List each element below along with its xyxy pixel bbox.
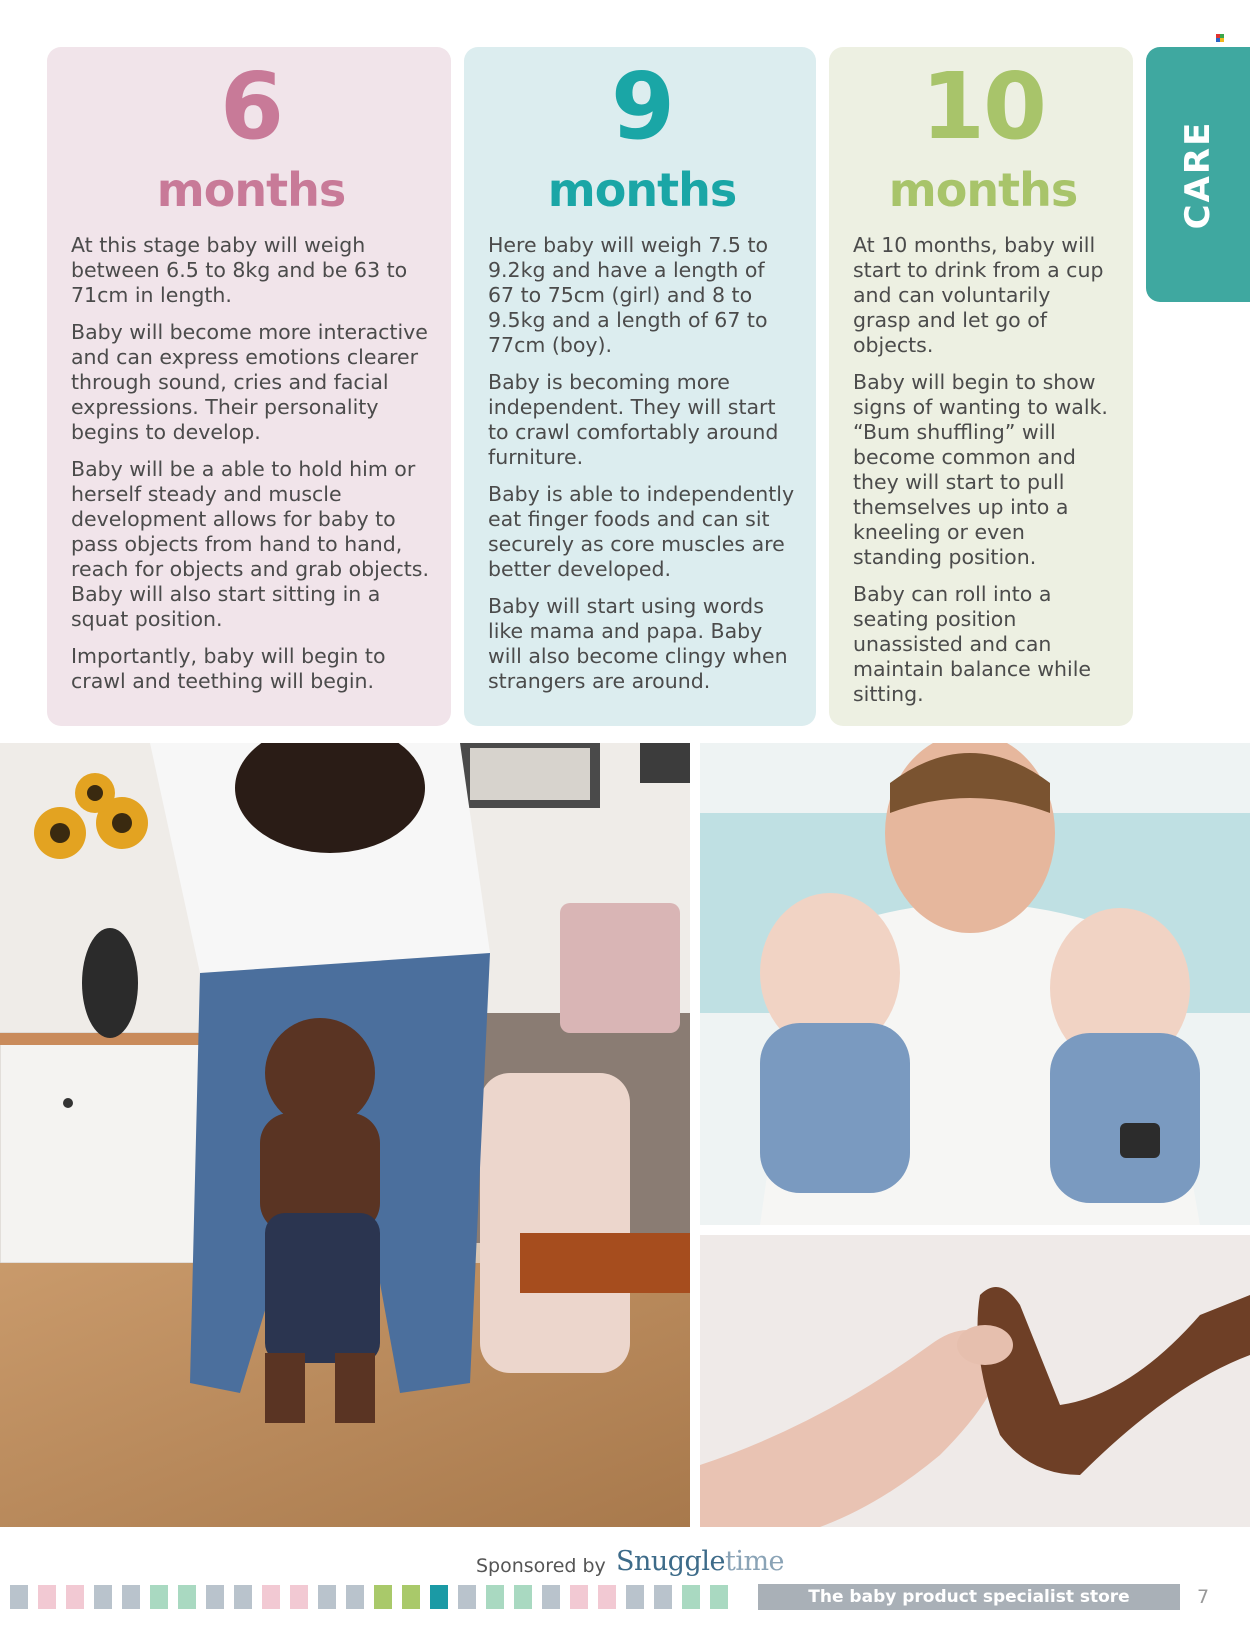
color-square xyxy=(94,1585,112,1609)
card-unit: months xyxy=(547,163,737,217)
page-number: 7 xyxy=(1197,1586,1210,1608)
card-paragraph: Baby can roll into a seating position unassisted and can maintain balance while sitting. xyxy=(853,582,1092,706)
color-square xyxy=(262,1585,280,1609)
photo-father-with-twins xyxy=(700,743,1250,1225)
card-paragraph: Baby will be a able to hold him or herself steady and muscle development allows for baby to pass objects from hand to hand, reach for objects and grab objects. Baby will also start sitting in a squat position. xyxy=(71,457,429,631)
snuggletime-logo xyxy=(616,1546,784,1577)
color-square xyxy=(374,1585,392,1609)
color-square xyxy=(626,1585,644,1609)
logo-part-1: Snuggle xyxy=(616,1546,725,1577)
color-square xyxy=(178,1585,196,1609)
card-paragraph: At this stage baby will weigh between 6.5 to 8kg and be 63 to 71cm in length. xyxy=(71,233,408,307)
color-square xyxy=(234,1585,252,1609)
color-square xyxy=(346,1585,364,1609)
card-paragraph: At 10 months, baby will start to drink from a cup and can voluntarily grasp and let go of objects. xyxy=(853,233,1104,357)
card-number: 9 xyxy=(610,53,673,160)
card-6-months xyxy=(47,47,451,726)
card-unit: months xyxy=(156,163,346,217)
color-square xyxy=(430,1585,448,1609)
color-square xyxy=(570,1585,588,1609)
color-square xyxy=(458,1585,476,1609)
card-paragraph: Baby will begin to show signs of wanting to walk. “Bum shuffling” will become common and they will start to pull themselves up into a kneeling or even standing position. xyxy=(853,370,1108,569)
color-square xyxy=(402,1585,420,1609)
card-10-months xyxy=(829,47,1133,726)
color-square xyxy=(206,1585,224,1609)
card-unit: months xyxy=(888,163,1078,217)
card-number: 10 xyxy=(920,53,1046,160)
logo-part-2: time xyxy=(724,1546,785,1577)
color-square xyxy=(318,1585,336,1609)
sponsored-by-label: Sponsored by xyxy=(476,1555,606,1577)
color-square xyxy=(10,1585,28,1609)
photo-mother-toddler-walking xyxy=(0,743,690,1527)
card-paragraph: Baby is able to independently eat finger foods and can sit securely as core muscles are better developed. xyxy=(488,482,795,581)
color-square xyxy=(514,1585,532,1609)
section-tab-care xyxy=(1146,47,1250,302)
color-square xyxy=(66,1585,84,1609)
color-square xyxy=(290,1585,308,1609)
color-square xyxy=(710,1585,728,1609)
corner-mark-icon xyxy=(1216,34,1224,42)
card-paragraph: Here baby will weigh 7.5 to 9.2kg and have a length of 67 to 75cm (girl) and 8 to 9.5kg and a length of 67 to 77cm (boy). xyxy=(488,233,769,357)
color-square xyxy=(598,1585,616,1609)
color-square xyxy=(150,1585,168,1609)
section-tab-label: CARE xyxy=(1178,120,1218,229)
card-number: 6 xyxy=(219,53,282,160)
color-square xyxy=(542,1585,560,1609)
photo-holding-hands xyxy=(700,1235,1250,1527)
card-paragraph: Baby will become more interactive and can express emotions clearer through sound, cries and facial expressions. Their personality begins to develop. xyxy=(71,320,428,444)
color-square xyxy=(122,1585,140,1609)
card-paragraph: Baby will start using words like mama and papa. Baby will also become clingy when strangers are around. xyxy=(488,594,788,693)
card-paragraph: Baby is becoming more independent. They will start to crawl comfortably around furniture. xyxy=(488,370,779,469)
card-paragraph: Importantly, baby will begin to crawl and teething will begin. xyxy=(71,644,386,693)
color-square xyxy=(38,1585,56,1609)
card-9-months xyxy=(464,47,816,726)
color-square xyxy=(654,1585,672,1609)
color-square xyxy=(486,1585,504,1609)
store-tagline-bar: The baby product specialist store xyxy=(758,1584,1180,1610)
color-square xyxy=(682,1585,700,1609)
